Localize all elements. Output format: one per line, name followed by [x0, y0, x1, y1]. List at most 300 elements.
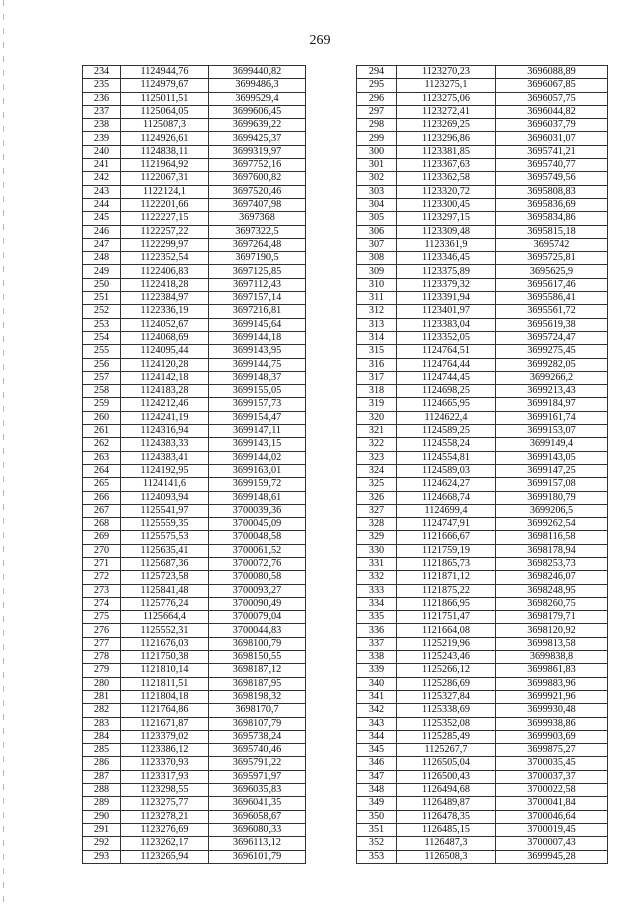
y-coordinate-cell: 3695791,22	[209, 757, 306, 770]
x-coordinate-cell: 1124699,4	[397, 504, 496, 517]
y-coordinate-cell: 3699144,02	[209, 451, 306, 464]
x-coordinate-cell: 1124747,91	[397, 518, 496, 531]
y-coordinate-cell: 3698246,07	[496, 571, 608, 584]
table-row	[357, 797, 608, 810]
table-row	[83, 92, 306, 105]
x-coordinate-cell: 1124383,33	[121, 438, 209, 451]
table-row	[83, 664, 306, 677]
y-coordinate-cell: 3699606,45	[209, 105, 306, 118]
table-body	[357, 66, 608, 864]
x-coordinate-cell: 1125559,35	[121, 518, 209, 531]
x-coordinate-cell: 1123383,04	[397, 318, 496, 331]
x-coordinate-cell: 1123361,9	[397, 238, 496, 251]
x-coordinate-cell: 1124926,61	[121, 132, 209, 145]
table-row	[83, 185, 306, 198]
x-coordinate-cell: 1121750,38	[121, 651, 209, 664]
y-coordinate-cell: 3696113,12	[209, 837, 306, 850]
point-number-cell: 275	[83, 611, 121, 624]
table-row	[83, 704, 306, 717]
table-row	[357, 557, 608, 570]
y-coordinate-cell: 3697322,5	[209, 225, 306, 238]
y-coordinate-cell: 3699921,96	[496, 690, 608, 703]
point-number-cell: 353	[357, 850, 397, 863]
table-row	[357, 531, 608, 544]
table-row	[357, 318, 608, 331]
y-coordinate-cell: 3695724,47	[496, 331, 608, 344]
point-number-cell: 286	[83, 757, 121, 770]
y-coordinate-cell: 3697190,5	[209, 252, 306, 265]
table-row	[83, 66, 306, 79]
table-row	[357, 238, 608, 251]
x-coordinate-cell: 1125776,24	[121, 597, 209, 610]
table-row	[83, 451, 306, 464]
table-row	[83, 624, 306, 637]
table-row	[357, 584, 608, 597]
point-number-cell: 328	[357, 518, 397, 531]
x-coordinate-cell: 1121865,73	[397, 557, 496, 570]
y-coordinate-cell: 3699861,83	[496, 664, 608, 677]
y-coordinate-cell: 3699319,97	[209, 145, 306, 158]
y-coordinate-cell: 3699282,05	[496, 358, 608, 371]
x-coordinate-cell: 1123379,32	[397, 278, 496, 291]
table-row	[357, 292, 608, 305]
x-coordinate-cell: 1123275,06	[397, 92, 496, 105]
table-row	[83, 571, 306, 584]
table-row	[357, 770, 608, 783]
table-row	[83, 212, 306, 225]
point-number-cell: 280	[83, 677, 121, 690]
x-coordinate-cell: 1125552,31	[121, 624, 209, 637]
table-row	[357, 252, 608, 265]
x-coordinate-cell: 1126489,87	[397, 797, 496, 810]
x-coordinate-cell: 1121804,18	[121, 690, 209, 703]
point-number-cell: 340	[357, 677, 397, 690]
point-number-cell: 309	[357, 265, 397, 278]
point-number-cell: 343	[357, 717, 397, 730]
y-coordinate-cell: 3700079,04	[209, 611, 306, 624]
y-coordinate-cell: 3695617,46	[496, 278, 608, 291]
table-row	[357, 664, 608, 677]
x-coordinate-cell: 1125285,49	[397, 730, 496, 743]
x-coordinate-cell: 1124141,6	[121, 478, 209, 491]
point-number-cell: 258	[83, 385, 121, 398]
table-row	[357, 79, 608, 92]
point-number-cell: 321	[357, 425, 397, 438]
table-row	[357, 757, 608, 770]
y-coordinate-cell: 3699145,64	[209, 318, 306, 331]
y-coordinate-cell: 3698100,79	[209, 637, 306, 650]
point-number-cell: 277	[83, 637, 121, 650]
y-coordinate-cell: 3699148,37	[209, 371, 306, 384]
y-coordinate-cell: 3695749,56	[496, 172, 608, 185]
point-number-cell: 301	[357, 159, 397, 172]
y-coordinate-cell: 3699266,2	[496, 371, 608, 384]
point-number-cell: 313	[357, 318, 397, 331]
x-coordinate-cell: 1125664,4	[121, 611, 209, 624]
y-coordinate-cell: 3699425,37	[209, 132, 306, 145]
table-row	[83, 797, 306, 810]
x-coordinate-cell: 1123362,58	[397, 172, 496, 185]
y-coordinate-cell: 3698107,79	[209, 717, 306, 730]
y-coordinate-cell: 3699275,45	[496, 345, 608, 358]
table-row	[357, 717, 608, 730]
point-number-cell: 255	[83, 345, 121, 358]
x-coordinate-cell: 1123275,77	[121, 797, 209, 810]
x-coordinate-cell: 1124589,03	[397, 464, 496, 477]
x-coordinate-cell: 1123370,93	[121, 757, 209, 770]
y-coordinate-cell: 3699838,8	[496, 651, 608, 664]
point-number-cell: 338	[357, 651, 397, 664]
table-row	[357, 119, 608, 132]
table-row	[83, 318, 306, 331]
point-number-cell: 302	[357, 172, 397, 185]
point-number-cell: 329	[357, 531, 397, 544]
y-coordinate-cell: 3697600,82	[209, 172, 306, 185]
x-coordinate-cell: 1123272,41	[397, 105, 496, 118]
table-row	[83, 252, 306, 265]
x-coordinate-cell: 1124241,19	[121, 411, 209, 424]
y-coordinate-cell: 3697264,48	[209, 238, 306, 251]
point-number-cell: 312	[357, 305, 397, 318]
point-number-cell: 287	[83, 770, 121, 783]
x-coordinate-cell: 1124622,4	[397, 411, 496, 424]
point-number-cell: 256	[83, 358, 121, 371]
x-coordinate-cell: 1124589,25	[397, 425, 496, 438]
y-coordinate-cell: 3699143,15	[209, 438, 306, 451]
y-coordinate-cell: 3699147,11	[209, 425, 306, 438]
point-number-cell: 270	[83, 544, 121, 557]
point-number-cell: 351	[357, 823, 397, 836]
x-coordinate-cell: 1125338,69	[397, 704, 496, 717]
table-row	[357, 92, 608, 105]
point-number-cell: 257	[83, 371, 121, 384]
y-coordinate-cell: 3699903,69	[496, 730, 608, 743]
x-coordinate-cell: 1124383,41	[121, 451, 209, 464]
table-row	[83, 371, 306, 384]
x-coordinate-cell: 1121666,67	[397, 531, 496, 544]
point-number-cell: 327	[357, 504, 397, 517]
y-coordinate-cell: 3696044,82	[496, 105, 608, 118]
x-coordinate-cell: 1123381,85	[397, 145, 496, 158]
point-number-cell: 265	[83, 478, 121, 491]
point-number-cell: 251	[83, 292, 121, 305]
point-number-cell: 337	[357, 637, 397, 650]
y-coordinate-cell: 3700041,84	[496, 797, 608, 810]
point-number-cell: 279	[83, 664, 121, 677]
x-coordinate-cell: 1123269,25	[397, 119, 496, 132]
y-coordinate-cell: 3695738,24	[209, 730, 306, 743]
x-coordinate-cell: 1125087,3	[121, 119, 209, 132]
y-coordinate-cell: 3699157,73	[209, 398, 306, 411]
x-coordinate-cell: 1123367,63	[397, 159, 496, 172]
point-number-cell: 285	[83, 744, 121, 757]
point-number-cell: 314	[357, 331, 397, 344]
point-number-cell: 334	[357, 597, 397, 610]
table-row	[357, 491, 608, 504]
table-row	[83, 730, 306, 743]
x-coordinate-cell: 1125723,58	[121, 571, 209, 584]
x-coordinate-cell: 1124095,44	[121, 345, 209, 358]
y-coordinate-cell: 3697407,98	[209, 198, 306, 211]
table-row	[357, 597, 608, 610]
y-coordinate-cell: 3695971,97	[209, 770, 306, 783]
x-coordinate-cell: 1125064,05	[121, 105, 209, 118]
point-number-cell: 234	[83, 66, 121, 79]
table-row	[357, 398, 608, 411]
table-row	[357, 730, 608, 743]
y-coordinate-cell: 3700044,83	[209, 624, 306, 637]
table-row	[83, 159, 306, 172]
x-coordinate-cell: 1123275,1	[397, 79, 496, 92]
y-coordinate-cell: 3699945,28	[496, 850, 608, 863]
x-coordinate-cell: 1123352,05	[397, 331, 496, 344]
y-coordinate-cell: 3699159,72	[209, 478, 306, 491]
x-coordinate-cell: 1126500,43	[397, 770, 496, 783]
point-number-cell: 260	[83, 411, 121, 424]
point-number-cell: 300	[357, 145, 397, 158]
x-coordinate-cell: 1121751,47	[397, 611, 496, 624]
point-number-cell: 266	[83, 491, 121, 504]
x-coordinate-cell: 1121671,87	[121, 717, 209, 730]
x-coordinate-cell: 1123265,94	[121, 850, 209, 863]
table-row	[83, 398, 306, 411]
table-row	[357, 159, 608, 172]
point-number-cell: 247	[83, 238, 121, 251]
y-coordinate-cell: 3699639,22	[209, 119, 306, 132]
table-row	[83, 850, 306, 863]
x-coordinate-cell: 1124316,94	[121, 425, 209, 438]
table-row	[357, 371, 608, 384]
y-coordinate-cell: 3699143,05	[496, 451, 608, 464]
point-number-cell: 241	[83, 159, 121, 172]
point-number-cell: 311	[357, 292, 397, 305]
point-number-cell: 323	[357, 451, 397, 464]
point-number-cell: 331	[357, 557, 397, 570]
table-row	[357, 464, 608, 477]
scan-edge-mark	[3, 0, 4, 905]
y-coordinate-cell: 3696041,35	[209, 797, 306, 810]
table-row	[83, 238, 306, 251]
coordinates-table-left	[82, 65, 306, 864]
y-coordinate-cell: 3700045,09	[209, 518, 306, 531]
y-coordinate-cell: 3699938,86	[496, 717, 608, 730]
x-coordinate-cell: 1124665,95	[397, 398, 496, 411]
y-coordinate-cell: 3700080,58	[209, 571, 306, 584]
table-row	[357, 690, 608, 703]
table-row	[83, 584, 306, 597]
table-row	[357, 571, 608, 584]
x-coordinate-cell: 1121676,03	[121, 637, 209, 650]
point-number-cell: 261	[83, 425, 121, 438]
point-number-cell: 332	[357, 571, 397, 584]
table-row	[83, 518, 306, 531]
y-coordinate-cell: 3700007,43	[496, 837, 608, 850]
y-coordinate-cell: 3695586,41	[496, 292, 608, 305]
table-row	[357, 518, 608, 531]
x-coordinate-cell: 1124838,11	[121, 145, 209, 158]
point-number-cell: 292	[83, 837, 121, 850]
y-coordinate-cell: 3699930,48	[496, 704, 608, 717]
point-number-cell: 325	[357, 478, 397, 491]
y-coordinate-cell: 3699875,27	[496, 744, 608, 757]
x-coordinate-cell: 1126478,35	[397, 810, 496, 823]
coordinates-table-right	[356, 65, 608, 864]
y-coordinate-cell: 3697112,43	[209, 278, 306, 291]
point-number-cell: 322	[357, 438, 397, 451]
table-row	[83, 292, 306, 305]
table-row	[357, 677, 608, 690]
table-row	[83, 105, 306, 118]
x-coordinate-cell: 1124558,24	[397, 438, 496, 451]
point-number-cell: 238	[83, 119, 121, 132]
x-coordinate-cell: 1124212,46	[121, 398, 209, 411]
y-coordinate-cell: 3695742	[496, 238, 608, 251]
point-number-cell: 259	[83, 398, 121, 411]
point-number-cell: 308	[357, 252, 397, 265]
point-number-cell: 346	[357, 757, 397, 770]
y-coordinate-cell: 3698116,58	[496, 531, 608, 544]
table-row	[83, 744, 306, 757]
y-coordinate-cell: 3698179,71	[496, 611, 608, 624]
point-number-cell: 284	[83, 730, 121, 743]
point-number-cell: 249	[83, 265, 121, 278]
table-row	[357, 185, 608, 198]
y-coordinate-cell: 3698150,55	[209, 651, 306, 664]
y-coordinate-cell: 3700048,58	[209, 531, 306, 544]
table-row	[83, 331, 306, 344]
x-coordinate-cell: 1124554,81	[397, 451, 496, 464]
y-coordinate-cell: 3700090,49	[209, 597, 306, 610]
point-number-cell: 269	[83, 531, 121, 544]
point-number-cell: 335	[357, 611, 397, 624]
x-coordinate-cell: 1123391,94	[397, 292, 496, 305]
y-coordinate-cell: 3695561,72	[496, 305, 608, 318]
y-coordinate-cell: 3698170,7	[209, 704, 306, 717]
table-row	[83, 385, 306, 398]
table-row	[83, 464, 306, 477]
y-coordinate-cell: 3697368	[209, 212, 306, 225]
y-coordinate-cell: 3700019,45	[496, 823, 608, 836]
point-number-cell: 297	[357, 105, 397, 118]
point-number-cell: 317	[357, 371, 397, 384]
page-number: 269	[309, 33, 331, 48]
table-row	[83, 837, 306, 850]
y-coordinate-cell: 3699155,05	[209, 385, 306, 398]
y-coordinate-cell: 3699148,61	[209, 491, 306, 504]
y-coordinate-cell: 3700046,64	[496, 810, 608, 823]
table-row	[83, 823, 306, 836]
y-coordinate-cell: 3696088,89	[496, 66, 608, 79]
point-number-cell: 324	[357, 464, 397, 477]
table-row	[357, 478, 608, 491]
table-row	[357, 704, 608, 717]
x-coordinate-cell: 1126508,3	[397, 850, 496, 863]
point-number-cell: 348	[357, 784, 397, 797]
table-row	[357, 637, 608, 650]
point-number-cell: 306	[357, 225, 397, 238]
y-coordinate-cell: 3695815,18	[496, 225, 608, 238]
table-row	[357, 438, 608, 451]
point-number-cell: 235	[83, 79, 121, 92]
table-row	[83, 611, 306, 624]
point-number-cell: 296	[357, 92, 397, 105]
point-number-cell: 267	[83, 504, 121, 517]
point-number-cell: 305	[357, 212, 397, 225]
table-row	[357, 651, 608, 664]
y-coordinate-cell: 3698253,73	[496, 557, 608, 570]
x-coordinate-cell: 1121764,86	[121, 704, 209, 717]
point-number-cell: 350	[357, 810, 397, 823]
y-coordinate-cell: 3699813,58	[496, 637, 608, 650]
table-row	[357, 265, 608, 278]
point-number-cell: 243	[83, 185, 121, 198]
point-number-cell: 253	[83, 318, 121, 331]
y-coordinate-cell: 3695619,38	[496, 318, 608, 331]
x-coordinate-cell: 1123296,86	[397, 132, 496, 145]
table-row	[357, 305, 608, 318]
table-row	[357, 145, 608, 158]
x-coordinate-cell: 1123276,69	[121, 823, 209, 836]
point-number-cell: 320	[357, 411, 397, 424]
point-number-cell: 310	[357, 278, 397, 291]
x-coordinate-cell: 1123297,15	[397, 212, 496, 225]
table-row	[357, 172, 608, 185]
y-coordinate-cell: 3696101,79	[209, 850, 306, 863]
table-row	[83, 690, 306, 703]
table-row	[357, 544, 608, 557]
table-row	[357, 358, 608, 371]
table-row	[83, 784, 306, 797]
table-row	[83, 145, 306, 158]
x-coordinate-cell: 1121875,22	[397, 584, 496, 597]
y-coordinate-cell: 3695740,46	[209, 744, 306, 757]
point-number-cell: 282	[83, 704, 121, 717]
table-row	[357, 411, 608, 424]
point-number-cell: 349	[357, 797, 397, 810]
x-coordinate-cell: 1124744,45	[397, 371, 496, 384]
y-coordinate-cell: 3695808,83	[496, 185, 608, 198]
table-row	[357, 850, 608, 863]
point-number-cell: 304	[357, 198, 397, 211]
y-coordinate-cell: 3699180,79	[496, 491, 608, 504]
point-number-cell: 276	[83, 624, 121, 637]
point-number-cell: 254	[83, 331, 121, 344]
x-coordinate-cell: 1122384,97	[121, 292, 209, 305]
table-row	[83, 305, 306, 318]
x-coordinate-cell: 1124698,25	[397, 385, 496, 398]
y-coordinate-cell: 3696058,67	[209, 810, 306, 823]
table-row	[83, 358, 306, 371]
point-number-cell: 341	[357, 690, 397, 703]
table-row	[83, 225, 306, 238]
table-row	[83, 411, 306, 424]
x-coordinate-cell: 1121811,51	[121, 677, 209, 690]
x-coordinate-cell: 1122352,54	[121, 252, 209, 265]
y-coordinate-cell: 3700061,52	[209, 544, 306, 557]
y-coordinate-cell: 3699213,43	[496, 385, 608, 398]
y-coordinate-cell: 3695725,81	[496, 252, 608, 265]
y-coordinate-cell: 3699184,97	[496, 398, 608, 411]
x-coordinate-cell: 1122299,97	[121, 238, 209, 251]
x-coordinate-cell: 1124944,76	[121, 66, 209, 79]
table-row	[83, 172, 306, 185]
x-coordinate-cell: 1124979,67	[121, 79, 209, 92]
y-coordinate-cell: 3695625,9	[496, 265, 608, 278]
y-coordinate-cell: 3698187,12	[209, 664, 306, 677]
point-number-cell: 272	[83, 571, 121, 584]
table-row	[83, 757, 306, 770]
x-coordinate-cell: 1125687,36	[121, 557, 209, 570]
